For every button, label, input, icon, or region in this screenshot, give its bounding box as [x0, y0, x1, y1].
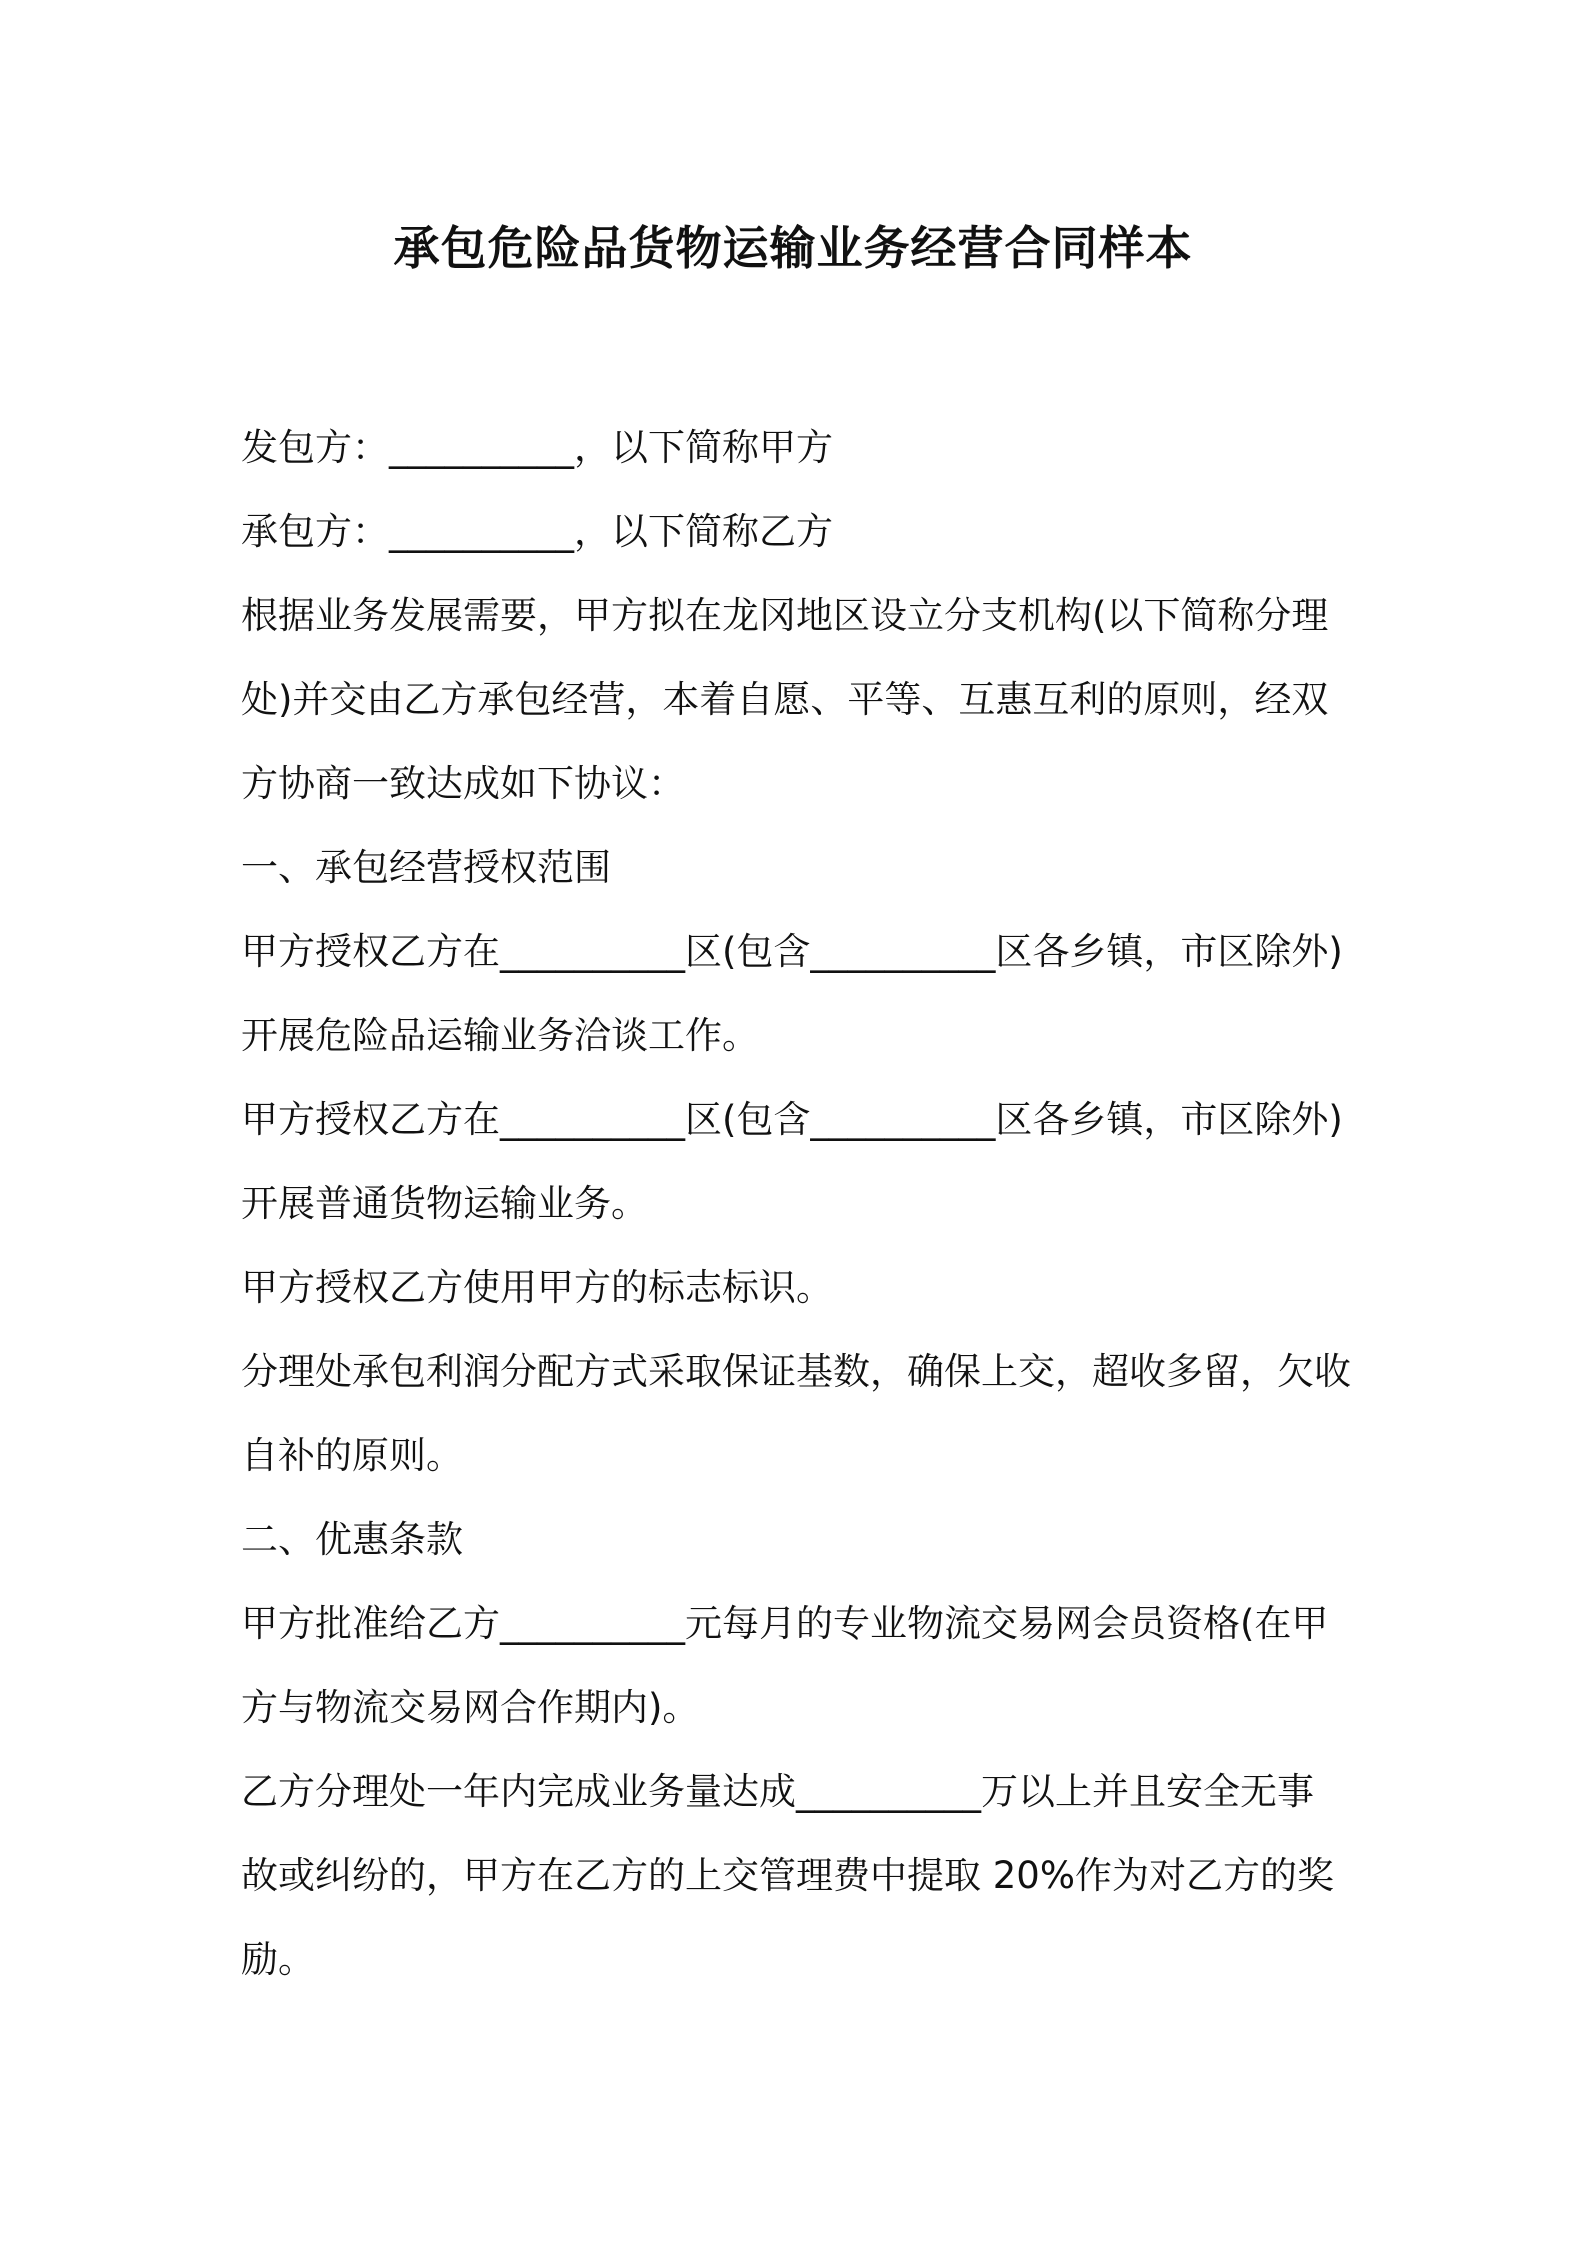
paragraph-line: 分理处承包利润分配方式采取保证基数，确保上交，超收多留，欠收 — [241, 1350, 1351, 1393]
paragraph-line: 甲方授权乙方使用甲方的标志标识。 — [241, 1266, 833, 1309]
section-heading-1: 一、承包经营授权范围 — [241, 846, 611, 889]
preamble-line-1: 根据业务发展需要，甲方拟在龙冈地区设立分支机构(以下简称分理 — [241, 594, 1329, 637]
party-a-line: 发包方：__________，以下简称甲方 — [241, 426, 833, 469]
paragraph-line: 甲方授权乙方在__________区(包含__________区各乡镇，市区除外) — [241, 1098, 1343, 1141]
party-b-line: 承包方：__________，以下简称乙方 — [241, 510, 833, 553]
document-body — [241, 406, 1365, 2002]
preamble-line-3: 方协商一致达成如下协议： — [241, 762, 685, 805]
section-heading-2: 二、优惠条款 — [241, 1518, 463, 1561]
paragraph-line: 甲方授权乙方在__________区(包含__________区各乡镇，市区除外) — [241, 930, 1343, 973]
document-title: 承包危险品货物运输业务经营合同样本 — [393, 221, 1193, 275]
paragraph-line: 开展危险品运输业务洽谈工作。 — [241, 1014, 759, 1057]
paragraph-line: 励。 — [241, 1938, 315, 1981]
paragraph-line: 方与物流交易网合作期内)。 — [241, 1686, 700, 1729]
paragraph-line: 乙方分理处一年内完成业务量达成__________万以上并且安全无事 — [241, 1770, 1314, 1813]
paragraph-line: 开展普通货物运输业务。 — [241, 1182, 648, 1225]
paragraph-line: 甲方批准给乙方__________元每月的专业物流交易网会员资格(在甲 — [241, 1602, 1329, 1645]
paragraph-line: 故或纠纷的，甲方在乙方的上交管理费中提取 20%作为对乙方的奖 — [241, 1854, 1334, 1897]
preamble-line-2: 处)并交由乙方承包经营，本着自愿、平等、互惠互利的原则，经双 — [241, 678, 1329, 721]
paragraph-line: 自补的原则。 — [241, 1434, 463, 1477]
